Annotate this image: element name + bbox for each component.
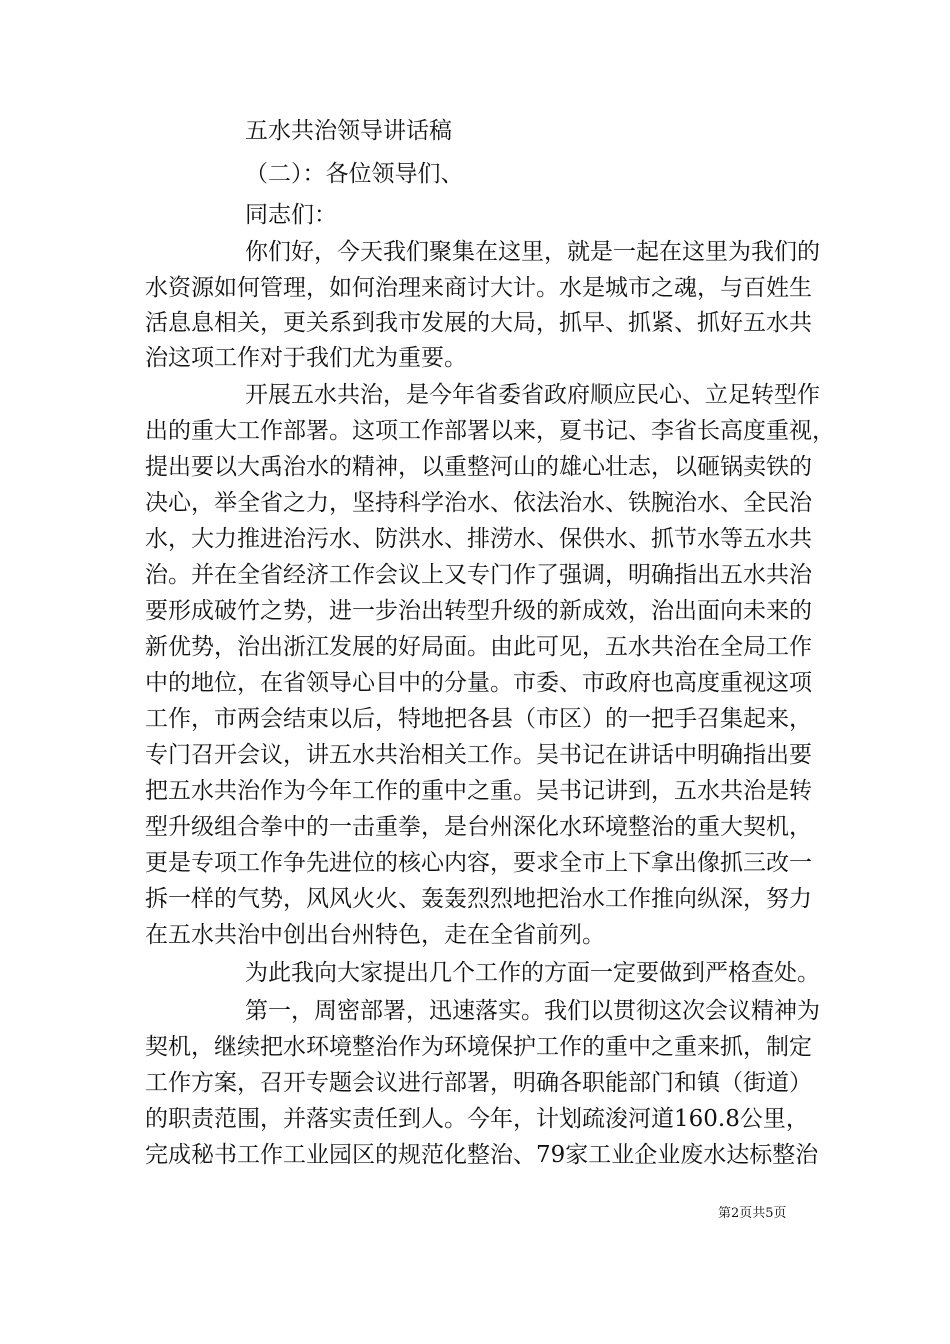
paragraph-line: 治。并在全省经济工作会议上又专门作了强调，明确指出五水共治 <box>145 562 812 588</box>
paragraph-line: 治这项工作对于我们尤为重要。 <box>145 345 467 371</box>
paragraph-line: 更是专项工作争先进位的核心内容，要求全市上下拿出像抓三改一 <box>145 850 812 876</box>
paragraph-line: 活息息相关，更关系到我市发展的大局，抓早、抓紧、抓好五水共 <box>145 310 812 336</box>
page-number: 第2页共5页 <box>718 1206 787 1221</box>
paragraph-line: 专门召开会议，讲五水共治相关工作。吴书记在讲话中明确指出要 <box>145 742 812 768</box>
paragraph-line: 你们好，今天我们聚集在这里，就是一起在这里为我们的 <box>245 239 820 265</box>
paragraph-line: 为此我向大家提出几个工作的方面一定要做到严格查处。 <box>245 960 820 986</box>
paragraph-line: 中的地位，在省领导心目中的分量。市委、市政府也高度重视这项 <box>145 670 812 696</box>
paragraph-line: 完成秘书工作工业园区的规范化整治、79家工业企业废水达标整治 <box>145 1142 819 1168</box>
document-title: 五水共治领导讲话稿 <box>245 118 452 144</box>
paragraph-line: 新优势，治出浙江发展的好局面。由此可见，五水共治在全局工作 <box>145 634 812 660</box>
paragraph-line: 要形成破竹之势，进一步治出转型升级的新成效，治出面向未来的 <box>145 598 812 624</box>
paragraph-line: 水，大力推进治污水、防洪水、排涝水、保供水、抓节水等五水共 <box>145 526 812 552</box>
paragraph-line: 型升级组合拳中的一击重拳，是台州深化水环境整治的重大契机， <box>145 814 812 840</box>
paragraph-line: 第一，周密部署，迅速落实。我们以贯彻这次会议精神为 <box>245 998 820 1024</box>
paragraph-line: 工作方案，召开专题会议进行部署，明确各职能部门和镇（街道） <box>145 1070 812 1096</box>
paragraph-line: 水资源如何管理，如何治理来商讨大计。水是城市之魂，与百姓生 <box>145 275 812 301</box>
paragraph-line: 把五水共治作为今年工作的重中之重。吴书记讲到，五水共治是转 <box>145 778 812 804</box>
subtitle-line: （二）：各位领导们、 <box>245 161 464 187</box>
paragraph-line: 工作，市两会结束以后，特地把各县（市区）的一把手召集起来， <box>145 706 812 732</box>
paragraph-line: 的职责范围，并落实责任到人。今年，计划疏浚河道160.8公里， <box>145 1106 809 1132</box>
paragraph-line: 在五水共治中创出台州特色，走在全省前列。 <box>145 922 605 948</box>
paragraph-line: 开展五水共治，是今年省委省政府顺应民心、立足转型作 <box>245 382 820 408</box>
paragraph-line: 提出要以大禹治水的精神，以重整河山的雄心壮志，以砸锅卖铁的 <box>145 454 812 480</box>
paragraph-line: 拆一样的气势，风风火火、轰轰烈烈地把治水工作推向纵深，努力 <box>145 886 812 912</box>
paragraph-line: 契机，继续把水环境整治作为环境保护工作的重中之重来抓，制定 <box>145 1034 812 1060</box>
paragraph-line: 决心，举全省之力，坚持科学治水、依法治水、铁腕治水、全民治 <box>145 490 812 516</box>
paragraph-line: 出的重大工作部署。这项工作部署以来，夏书记、李省长高度重视， <box>145 418 835 444</box>
salutation-line: 同志们： <box>245 202 337 228</box>
